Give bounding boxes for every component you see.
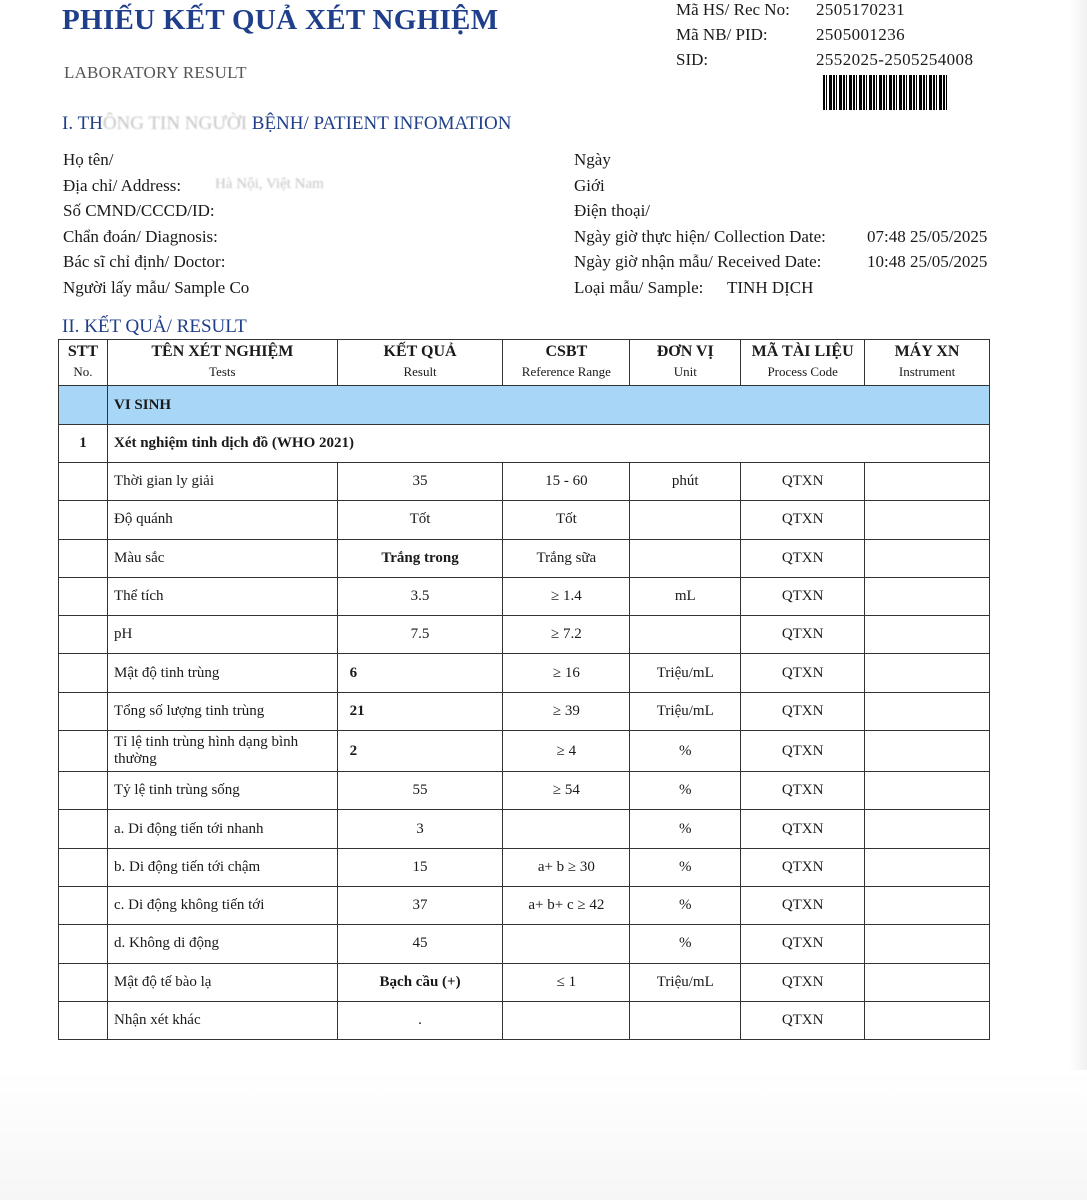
row-reference: ≥ 54 [503,772,630,810]
row-process-code: QTXN [741,463,865,501]
result-row [59,692,990,730]
report-subtitle: LABORATORY RESULT [64,63,247,82]
col-header-unit: ĐƠN VỊ Unit [630,340,741,386]
row-instrument [865,810,990,848]
doctor-label: Bác sĩ chỉ định/ Doctor: [63,252,226,271]
row-unit: Triệu/mL [630,963,741,1001]
row-reference: ≥ 4 [503,731,630,772]
row-result: Tốt [337,501,503,539]
row-unit: % [630,848,741,886]
row-unit: Triệu/mL [630,654,741,692]
patient-section-title: I. THÔNG TIN NGƯỜI BỆNH/ PATIENT INFOMATION [62,113,512,134]
row-test-name: Độ quánh [107,501,337,539]
result-row [59,577,990,615]
row-test-name: Mật độ tinh trùng [107,654,337,692]
row-process-code: QTXN [741,886,865,924]
row-no [59,654,108,692]
sample-type-label: Loại mẫu/ Sample: [574,277,704,297]
test-number: 1 [59,425,108,463]
address-label: Địa chỉ/ Address: [63,175,182,195]
row-result: 45 [337,925,503,963]
result-row [59,731,990,772]
gender-label: Giới [574,175,605,195]
row-result: 21 [337,692,503,730]
sid-value: 2552025-2505254008 [816,50,974,69]
row-instrument [865,501,990,539]
result-row [59,1001,990,1039]
test-row [59,425,990,463]
row-instrument [865,539,990,577]
row-instrument [865,654,990,692]
row-no [59,731,108,772]
row-test-name: Thể tích [107,577,337,615]
rec-no-value: 2505170231 [816,0,905,19]
row-result: 35 [337,463,503,501]
row-unit: % [630,810,741,848]
col-header-instrument: MÁY XN Instrument [865,340,990,386]
row-result: 6 [337,654,503,692]
phone-label: Điện thoại/ [574,201,651,220]
row-test-name: d. Không di động [107,925,337,963]
row-process-code: QTXN [741,692,865,730]
row-reference: ≥ 7.2 [503,616,630,654]
row-instrument [865,692,990,730]
row-instrument [865,963,990,1001]
sid-label: SID: [676,50,709,69]
received-date-label: Ngày giờ nhận mẫu/ Received Date: [574,252,822,271]
row-process-code: QTXN [741,925,865,963]
report-title: PHIẾU KẾT QUẢ XÉT NGHIỆM [62,4,499,36]
collection-date-label: Ngày giờ thực hiện/ Collection Date: [574,226,826,246]
result-row [59,539,990,577]
row-unit: % [630,772,741,810]
row-no [59,925,108,963]
row-result: 37 [337,886,503,924]
row-no [59,463,108,501]
row-no [59,692,108,730]
row-process-code: QTXN [741,501,865,539]
row-unit [630,1001,741,1039]
row-result: Bạch cầu (+) [337,963,503,1001]
row-process-code: QTXN [741,654,865,692]
col-header-tests: TÊN XÉT NGHIỆM Tests [107,340,337,386]
address-value: Hà Nội, Việt Nam [215,175,324,192]
row-reference [503,925,630,963]
result-row [59,501,990,539]
row-unit: % [630,731,741,772]
row-reference: ≤ 1 [503,963,630,1001]
rec-no-label: Mã HS/ Rec No: [676,0,790,19]
result-row [59,925,990,963]
row-process-code: QTXN [741,577,865,615]
row-no [59,616,108,654]
row-test-name: Tổng số lượng tinh trùng [107,692,337,730]
row-test-name: pH [107,616,337,654]
row-instrument [865,577,990,615]
row-instrument [865,925,990,963]
result-row [59,654,990,692]
result-row [59,810,990,848]
barcode [823,75,947,110]
row-unit [630,501,741,539]
row-reference: a+ b+ c ≥ 42 [503,886,630,924]
row-reference [503,1001,630,1039]
id-card-label: Số CMND/CCCD/ID: [63,201,215,220]
row-result: 3 [337,810,503,848]
results-table [58,339,990,1040]
row-process-code: QTXN [741,963,865,1001]
row-unit: % [630,886,741,924]
row-test-name: Màu sắc [107,539,337,577]
row-instrument [865,616,990,654]
pid-label: Mã NB/ PID: [676,25,768,44]
row-unit [630,616,741,654]
row-process-code: QTXN [741,1001,865,1039]
row-no [59,963,108,1001]
row-result: 2 [337,731,503,772]
row-test-name: Tỷ lệ tinh trùng sống [107,772,337,810]
row-no [59,1001,108,1039]
row-no [59,577,108,615]
row-result: . [337,1001,503,1039]
row-instrument [865,886,990,924]
dob-label: Ngày [574,150,611,169]
row-unit: phút [630,463,741,501]
row-no [59,886,108,924]
row-unit: % [630,925,741,963]
row-instrument [865,1001,990,1039]
result-row [59,616,990,654]
row-unit [630,539,741,577]
row-process-code: QTXN [741,772,865,810]
row-process-code: QTXN [741,731,865,772]
row-no [59,848,108,886]
row-unit: Triệu/mL [630,692,741,730]
col-header-no: STT No. [59,340,108,386]
col-header-reference: CSBT Reference Range [503,340,630,386]
row-reference: ≥ 1.4 [503,577,630,615]
test-name: Xét nghiệm tinh dịch đồ (WHO 2021) [107,425,989,463]
result-row [59,463,990,501]
row-no [59,501,108,539]
sampler-label: Người lấy mẫu/ Sample Co [63,277,250,297]
result-row [59,848,990,886]
row-process-code: QTXN [741,539,865,577]
row-result: 15 [337,848,503,886]
row-result: 7.5 [337,616,503,654]
row-test-name: b. Di động tiến tới chậm [107,848,337,886]
row-no [59,539,108,577]
row-test-name: Nhận xét khác [107,1001,337,1039]
row-test-name: Mật độ tế bào lạ [107,963,337,1001]
col-header-result: KẾT QUẢ Result [337,340,503,386]
patient-info [63,150,1023,303]
row-reference: ≥ 16 [503,654,630,692]
pid-value: 2505001236 [816,25,905,44]
row-process-code: QTXN [741,848,865,886]
row-reference: a+ b ≥ 30 [503,848,630,886]
received-date-value: 10:48 25/05/2025 [867,252,988,271]
col-header-process-code: MÃ TÀI LIỆU Process Code [741,340,865,386]
row-reference [503,810,630,848]
table-header-row [59,340,990,386]
result-row [59,963,990,1001]
name-label: Họ tên/ [63,150,114,169]
row-reference: Tốt [503,501,630,539]
result-section-title: II. KẾT QUẢ/ RESULT [62,316,247,337]
row-instrument [865,848,990,886]
collection-date-value: 07:48 25/05/2025 [867,226,988,246]
row-test-name: Tỉ lệ tinh trùng hình dạng bình thường [107,731,337,772]
row-instrument [865,463,990,501]
row-no [59,772,108,810]
row-reference: ≥ 39 [503,692,630,730]
row-unit: mL [630,577,741,615]
row-no [59,810,108,848]
row-instrument [865,772,990,810]
row-result: 55 [337,772,503,810]
result-row [59,772,990,810]
group-row [59,386,990,425]
row-reference: Trắng sữa [503,539,630,577]
row-instrument [865,731,990,772]
row-reference: 15 - 60 [503,463,630,501]
row-test-name: c. Di động không tiến tới [107,886,337,924]
diagnosis-label: Chẩn đoán/ Diagnosis: [63,226,218,246]
row-result: Trắng trong [337,539,503,577]
row-result: 3.5 [337,577,503,615]
row-process-code: QTXN [741,810,865,848]
row-process-code: QTXN [741,616,865,654]
page-bottom-shade [0,1070,1087,1200]
group-label: VI SINH [107,386,989,425]
row-test-name: Thời gian ly giải [107,463,337,501]
result-row [59,886,990,924]
row-test-name: a. Di động tiến tới nhanh [107,810,337,848]
page-edge-shade [1069,0,1087,1200]
sample-type-value: TINH DỊCH [727,277,814,297]
